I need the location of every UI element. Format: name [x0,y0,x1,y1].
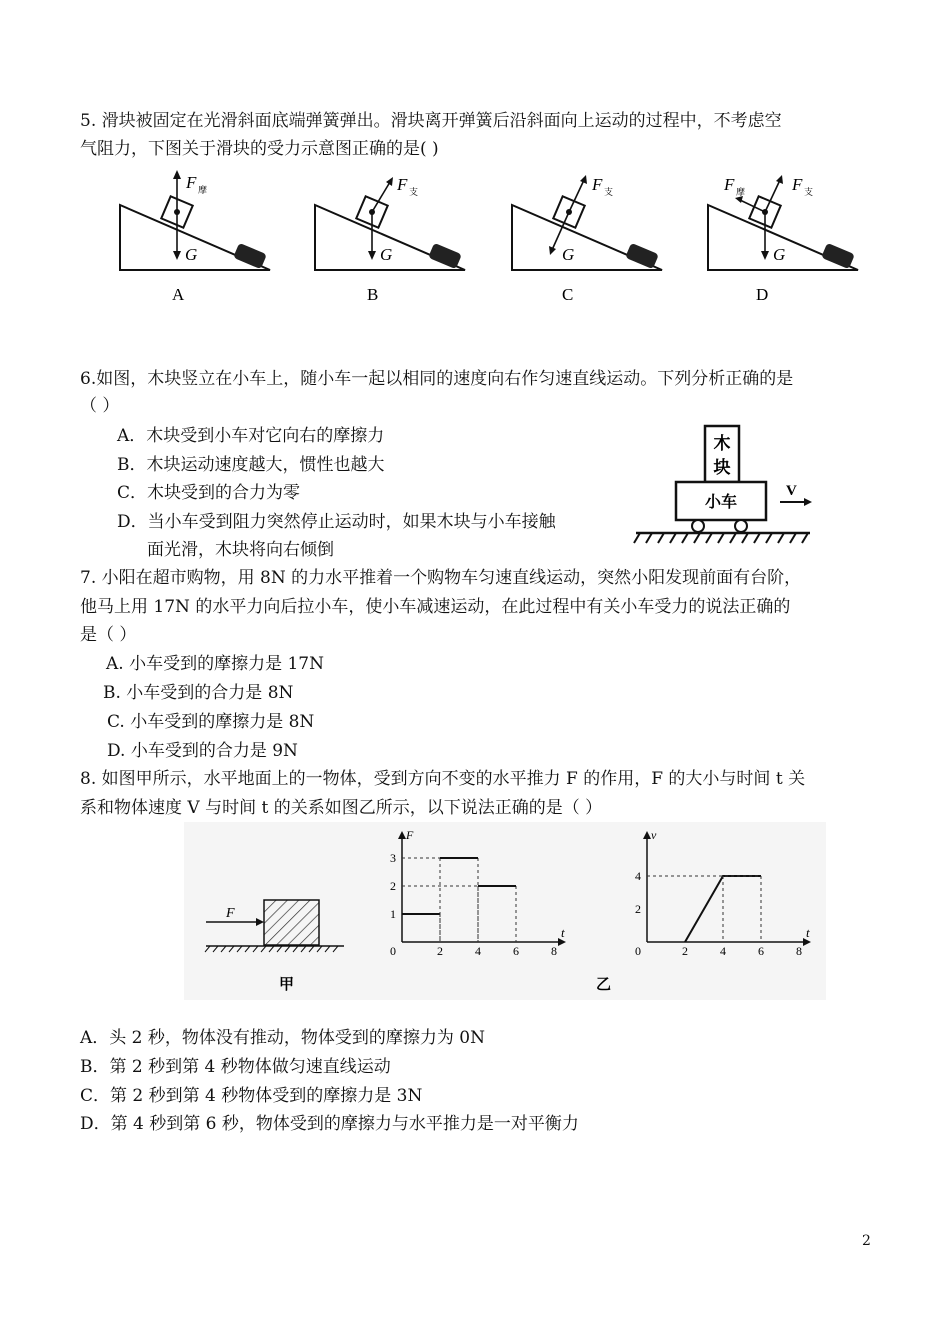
q6-stem-line2: （ ） [80,396,120,416]
q7-option-d: D. 小车受到的合力是 9N [107,741,298,761]
svg-text:C: C [562,285,574,304]
svg-text:A: A [172,285,185,304]
page-number: 2 [862,1233,871,1249]
q6-option-b: B．木块运动速度越大，惯性也越大 [117,455,385,475]
f-t-x-label: t [561,925,565,940]
svg-text:摩: 摩 [736,187,746,197]
q5-panel-b [315,175,465,304]
q6-option-d-cont: 面光滑，木块将向右倾倒 [147,540,334,560]
q5-panel-c [512,175,662,304]
spring-icon [233,243,267,269]
v-t-x-tick: 6 [758,944,764,958]
q5-panel-d [708,175,858,304]
v-t-x-tick: 4 [720,944,726,958]
q8-option-a: A．头 2 秒，物体没有推动，物体受到的摩擦力为 0N [80,1028,485,1048]
q5-panel-a [120,170,270,304]
q7-stem-line1: 7. 小阳在超市购物，用 8N 的力水平推着一个购物车匀速直线运动，突然小阳发现前面有台阶， [80,568,802,588]
q7-stem-line3: 是（ ） [80,625,137,645]
q5-figure [80,160,880,328]
svg-text:甲: 甲 [279,977,295,993]
svg-text:小车: 小车 [704,494,738,511]
svg-text:G: G [185,245,198,264]
svg-text:D: D [756,285,769,304]
svg-text:支: 支 [804,187,814,197]
q8-figure [184,822,826,1000]
svg-text:支: 支 [409,187,419,197]
f-t-y-label: F [406,828,414,842]
svg-text:F: F [186,173,197,192]
v-t-y-label: v [651,828,657,842]
svg-text:F: F [724,175,735,194]
svg-text:G: G [380,245,393,264]
q7-option-a: A. 小车受到的摩擦力是 17N [106,654,324,674]
q6-stem-line1: 6.如图，木块竖立在小车上，随小车一起以相同的速度向右作匀速直线运动。下列分析正确的是 [80,369,794,389]
v-t-x-tick: 2 [682,944,688,958]
wheel-icon [692,520,704,532]
svg-text:摩: 摩 [198,185,208,195]
svg-text:F: F [592,175,603,194]
svg-text:支: 支 [604,187,614,197]
q8-option-b: B．第 2 秒到第 4 秒物体做匀速直线运动 [80,1057,391,1077]
v-t-y-tick: 4 [635,869,641,883]
q5-stem-line2: 气阻力，下图关于滑块的受力示意图正确的是( ) [80,139,439,159]
object-block [264,900,319,945]
f-t-x-tick: 6 [513,944,519,958]
q5-stem-line1: 5. 滑块被固定在光滑斜面底端弹簧弹出。滑块离开弹簧后沿斜面向上运动的过程中，不考虑空 [80,111,782,131]
f-t-y-tick: 3 [390,851,396,865]
v-t-origin: 0 [635,944,641,958]
q8-stem-line2: 系和物体速度 V 与时间 t 的关系如图乙所示，以下说法正确的是（ ） [80,798,603,818]
q7-stem-line2: 他马上用 17N 的水平力向后拉小车，使小车减速运动，在此过程中有关小车受力的说法正确的 [80,597,791,617]
v-t-x-label: t [806,925,810,940]
f-t-origin: 0 [390,944,396,958]
svg-text:木: 木 [713,434,731,453]
svg-text:F: F [226,906,235,921]
wheel-icon [735,520,747,532]
f-t-x-tick: 4 [475,944,481,958]
q7-option-b: B. 小车受到的合力是 8N [103,683,294,703]
f-t-x-tick: 2 [437,944,443,958]
svg-text:V: V [786,483,797,499]
q6-option-d: D．当小车受到阻力突然停止运动时，如果木块与小车接触 [117,512,556,532]
q8-stem-line1: 8. 如图甲所示，水平地面上的一物体，受到方向不变的水平推力 F 的作用，F 的大小与时间 t 关 [80,769,806,789]
q6-option-c: C．木块受到的合力为零 [117,483,301,503]
f-t-x-tick: 8 [551,944,557,958]
spring-icon [428,243,462,269]
q6-option-a: A．木块受到小车对它向右的摩擦力 [117,426,385,446]
svg-text:G: G [773,245,786,264]
q8-option-d: D．第 4 秒到第 6 秒，物体受到的摩擦力与水平推力是一对平衡力 [80,1114,579,1134]
svg-text:B: B [367,285,379,304]
svg-text:G: G [562,245,575,264]
q6-cart-figure [628,420,818,555]
svg-text:块: 块 [713,458,731,477]
spring-icon [625,243,659,269]
label-yi: 乙 [596,977,612,993]
svg-text:F: F [397,175,408,194]
spring-icon [821,243,855,269]
svg-text:F: F [792,175,803,194]
f-t-y-tick: 2 [390,879,396,893]
f-t-y-tick: 1 [390,907,396,921]
q8-option-c: C．第 2 秒到第 4 秒物体受到的摩擦力是 3N [80,1086,423,1106]
q7-option-c: C. 小车受到的摩擦力是 8N [107,712,315,732]
v-t-x-tick: 8 [796,944,802,958]
v-t-y-tick: 2 [635,902,641,916]
